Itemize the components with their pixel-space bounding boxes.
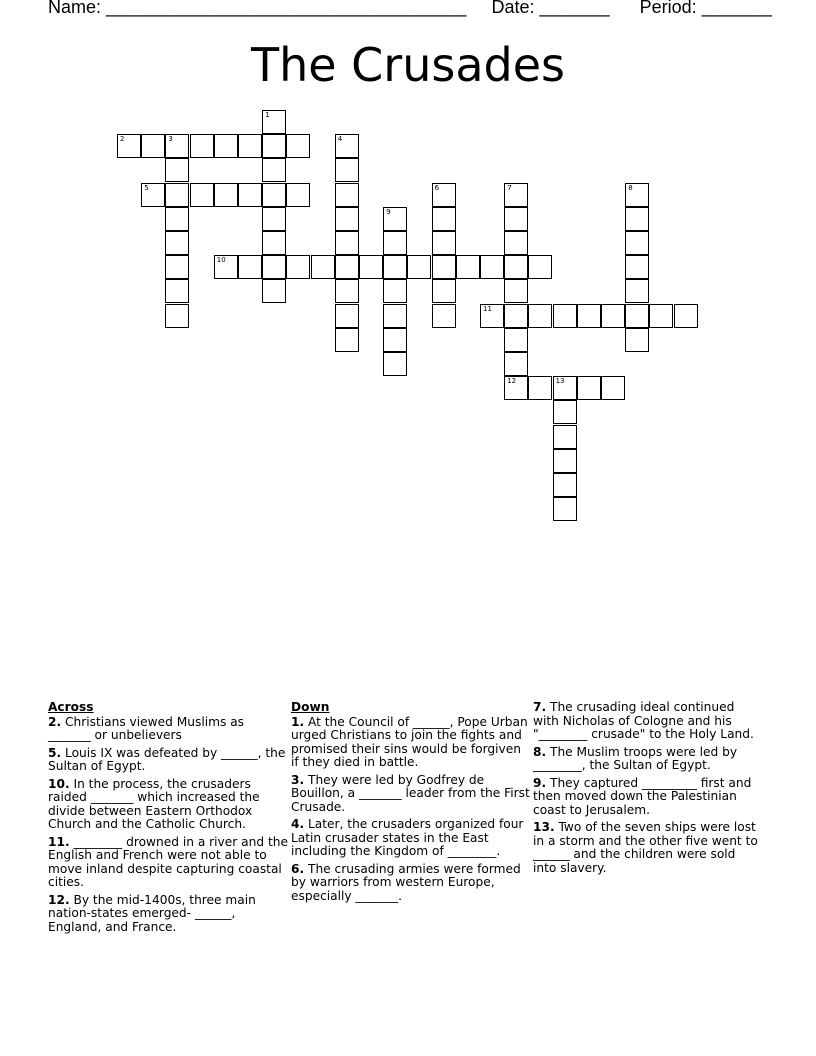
grid-cell[interactable]: [625, 279, 649, 303]
period-label: Period:: [639, 0, 697, 17]
clue-across-12: 12. By the mid-1400s, three main nation-states emerged- ______, England, and France.: [48, 892, 256, 934]
clue-number: 5: [144, 183, 149, 192]
grid-cell[interactable]: [553, 400, 577, 424]
grid-cell[interactable]: [625, 255, 649, 279]
clue-number: 4: [337, 135, 343, 144]
grid-cell[interactable]: [383, 207, 407, 231]
grid-cell[interactable]: [383, 352, 407, 376]
grid-cell[interactable]: [238, 183, 262, 207]
grid-cell[interactable]: [553, 304, 577, 328]
grid-cell[interactable]: [359, 255, 383, 279]
down-clues: [291, 701, 531, 907]
grid-cell[interactable]: [383, 279, 407, 303]
grid-cell[interactable]: [383, 231, 407, 255]
grid-cell[interactable]: [504, 304, 528, 328]
clue-number: 1: [265, 111, 270, 119]
grid-cell[interactable]: [553, 449, 577, 473]
clue-number: 8: [628, 183, 633, 192]
grid-cell[interactable]: [141, 183, 165, 207]
grid-cell[interactable]: [262, 110, 286, 134]
across-clues: [48, 701, 288, 938]
grid-cell[interactable]: [262, 183, 286, 207]
clue-number: 11: [483, 304, 492, 313]
grid-cell[interactable]: [335, 134, 359, 158]
date-label: Date:: [491, 0, 535, 17]
grid-cell[interactable]: [335, 255, 359, 279]
clue-number: 12: [507, 377, 517, 386]
grid-cell[interactable]: [577, 376, 601, 400]
clue-number: 3: [168, 135, 173, 144]
grid-cell[interactable]: [335, 207, 359, 231]
grid-cell[interactable]: [335, 279, 359, 303]
across-heading: Across: [48, 700, 94, 714]
grid-cell[interactable]: [504, 255, 528, 279]
clue-down-9: 9. They captured _________ first and then moved down the Palestinian coast to Jerusalem.: [533, 775, 752, 817]
grid-cell[interactable]: [335, 328, 359, 352]
name-label: Name:: [48, 0, 102, 17]
grid-cell[interactable]: [165, 158, 189, 182]
grid-cell[interactable]: [528, 376, 552, 400]
grid-cell[interactable]: [190, 183, 214, 207]
grid-cell[interactable]: [407, 255, 431, 279]
clue-down-7: 7. The crusading ideal continued with Nicholas of Cologne and his "________ crusade" to the Holy Land.: [533, 700, 754, 741]
grid-cell[interactable]: [335, 231, 359, 255]
grid-cell[interactable]: [625, 207, 649, 231]
grid-cell[interactable]: [165, 279, 189, 303]
grid-cell[interactable]: [165, 304, 189, 328]
grid-cell[interactable]: [504, 328, 528, 352]
grid-cell[interactable]: [480, 304, 504, 328]
grid-cell[interactable]: [553, 376, 577, 400]
grid-cell[interactable]: [528, 304, 552, 328]
clue-number: 6: [434, 183, 440, 192]
grid-cell[interactable]: [286, 255, 310, 279]
grid-cell[interactable]: [262, 134, 286, 158]
clue-down-6: 6. The crusading armies were formed by warriors from western Europe, especially _______.: [291, 861, 521, 903]
grid-cell[interactable]: [553, 497, 577, 521]
grid-cell[interactable]: [432, 231, 456, 255]
name-blank[interactable]: ____________________________________: [106, 0, 467, 17]
grid-cell[interactable]: [504, 376, 528, 400]
grid-cell[interactable]: [504, 207, 528, 231]
grid-cell[interactable]: [190, 134, 214, 158]
grid-cell[interactable]: [214, 255, 238, 279]
grid-cell[interactable]: [117, 134, 141, 158]
grid-cell[interactable]: [601, 304, 625, 328]
clue-across-10: 10. In the process, the crusaders raided _______ which increased the divide between Eastern Orthodox Church and the Catholic Church.: [48, 776, 260, 831]
date-blank[interactable]: _______: [539, 0, 610, 17]
grid-cell[interactable]: [335, 304, 359, 328]
clue-down-1: 1. At the Council of ______, Pope Urban urged Christians to join the fights and promised their sins would be forgiven if they died in battle.: [291, 714, 528, 769]
grid-cell[interactable]: [432, 207, 456, 231]
grid-cell[interactable]: [504, 279, 528, 303]
period-blank[interactable]: _______: [701, 0, 772, 17]
grid-cell[interactable]: [553, 473, 577, 497]
clue-number: 2: [120, 135, 125, 144]
grid-cell[interactable]: [625, 304, 649, 328]
grid-cell[interactable]: [262, 255, 286, 279]
grid-cell[interactable]: [625, 328, 649, 352]
grid-cell[interactable]: [649, 304, 673, 328]
grid-cell[interactable]: [504, 231, 528, 255]
grid-cell[interactable]: [165, 255, 189, 279]
grid-cell[interactable]: [262, 207, 286, 231]
clue-down-13: 13. Two of the seven ships were lost in a storm and the other five went to ______ and the children were sold into slavery.: [533, 820, 758, 875]
grid-cell[interactable]: [625, 183, 649, 207]
grid-cell[interactable]: [432, 279, 456, 303]
grid-cell[interactable]: [165, 183, 189, 207]
grid-cell[interactable]: [504, 352, 528, 376]
clue-down-8: 8. The Muslim troops were led by ________, the Sultan of Egypt.: [533, 744, 738, 772]
grid-cell[interactable]: [238, 134, 262, 158]
clue-number: 9: [386, 207, 391, 216]
clue-down-3: 3. They were led by Godfrey de Bouillon, a _______ leader from the First Crusade.: [291, 772, 530, 814]
grid-cell[interactable]: [165, 231, 189, 255]
grid-cell[interactable]: [141, 134, 165, 158]
clue-number: 10: [216, 256, 226, 265]
grid-cell[interactable]: [383, 304, 407, 328]
grid-cell[interactable]: [335, 183, 359, 207]
grid-cell[interactable]: [262, 231, 286, 255]
clue-across-5: 5. Louis IX was defeated by ______, the Sultan of Egypt.: [48, 745, 286, 773]
grid-cell[interactable]: [335, 158, 359, 182]
grid-cell[interactable]: [286, 134, 310, 158]
grid-cell[interactable]: [528, 255, 552, 279]
grid-cell[interactable]: [432, 304, 456, 328]
clue-across-2: 2. Christians viewed Muslims as _______ or unbelievers: [48, 714, 245, 742]
grid-cell[interactable]: [383, 255, 407, 279]
grid-cell[interactable]: [311, 255, 335, 279]
grid-cell[interactable]: [262, 279, 286, 303]
grid-cell[interactable]: [674, 304, 698, 328]
grid-cell[interactable]: [553, 425, 577, 449]
grid-cell[interactable]: [383, 328, 407, 352]
grid-cell[interactable]: [456, 255, 480, 279]
grid-cell[interactable]: [238, 255, 262, 279]
grid-cell[interactable]: [625, 231, 649, 255]
down-clues-continued: [533, 701, 761, 879]
down-heading: Down: [291, 700, 330, 714]
grid-cell[interactable]: [504, 183, 528, 207]
grid-cell[interactable]: [214, 183, 238, 207]
grid-cell[interactable]: [480, 255, 504, 279]
grid-cell[interactable]: [601, 376, 625, 400]
grid-cell[interactable]: [262, 158, 286, 182]
grid-cell[interactable]: [286, 183, 310, 207]
grid-cell[interactable]: [432, 255, 456, 279]
grid-cell[interactable]: [577, 304, 601, 328]
grid-cell[interactable]: [214, 134, 238, 158]
clue-down-4: 4. Later, the crusaders organized four Latin crusader states in the East including the Kingdom of ________.: [291, 817, 524, 858]
grid-cell[interactable]: [165, 207, 189, 231]
page-title: The Crusades: [251, 38, 565, 92]
grid-cell[interactable]: [165, 134, 189, 158]
grid-cell[interactable]: [432, 183, 456, 207]
clue-number: 13: [555, 377, 565, 386]
clue-across-11: 11. ________ drowned in a river and the English and French were not able to move inland despite capturing coastal cities.: [48, 834, 288, 889]
clue-number: 7: [507, 183, 512, 192]
